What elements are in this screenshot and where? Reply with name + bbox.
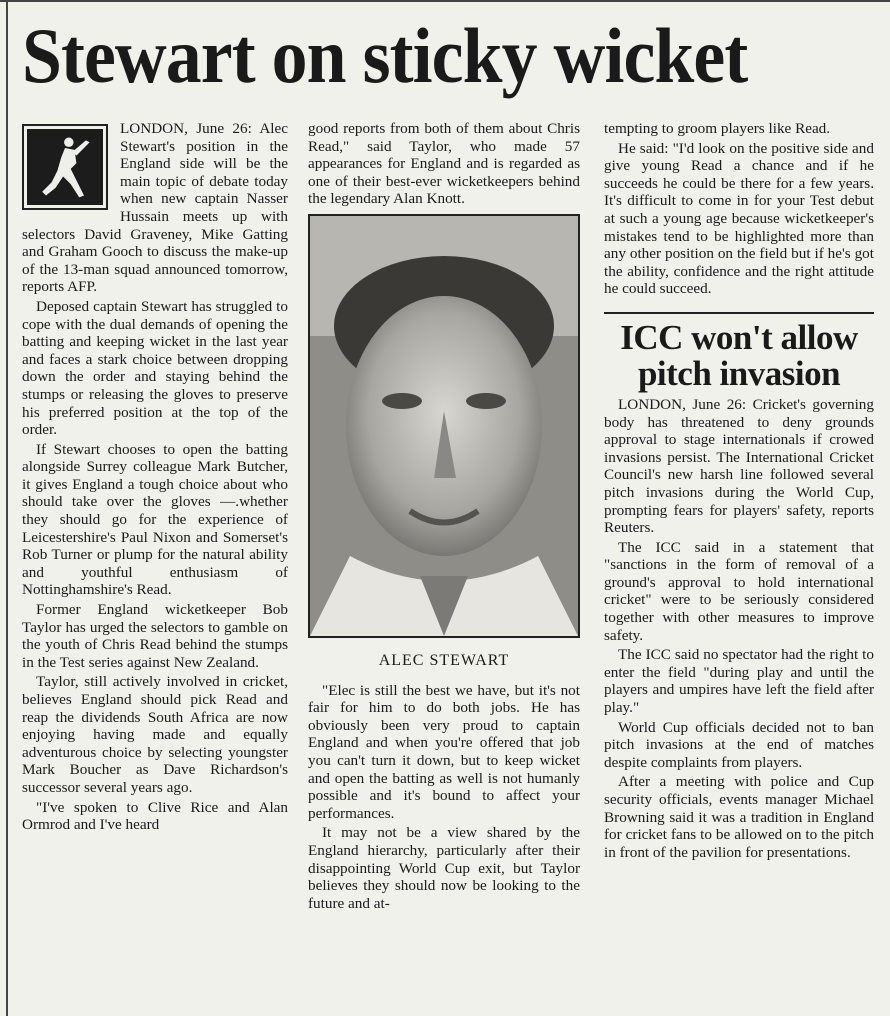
- paragraph: LONDON, June 26: Alec Stewart's position in the England side will be the main topic of debate today when new captain Nasser Hussain meets up with selectors David Graveney, Mike Gatting and Graham Gooch to discuss the make-up of the 13-man squad announced tomorrow, reports AFP.: [22, 120, 288, 296]
- paragraph: Deposed captain Stewart has struggled to cope with the dual demands of opening the batting and keeping wicket in the last year and faces a stark choice between dropping down the order and staying behind the stumps or releasing the gloves to preserve his preferred position at the top of the order.: [22, 297, 288, 439]
- paragraph: World Cup officials decided not to ban pitch invasions at the end of matches despite complaints from players.: [604, 718, 874, 771]
- paragraph: He said: "I'd look on the positive side and give young Read a chance and if he succeeds he could be there for a few years. It's difficult to come in for your Test debut at such a young age because wicketkeeper's mistakes tend to be highlighted more than any other position on the field but if he's got the ability, confidence and the right attitude he could succeed.: [604, 139, 874, 298]
- paragraph: The ICC said in a statement that "sanctions in the form of removal of a ground's approval to hold international cricket" were to be seriously considered together with other measures to improve safety.: [604, 538, 874, 644]
- paragraph: "Elec is still the best we have, but it's not fair for him to do both jobs. He has obviously been very proud to captain England and when you're offered that job you can't turn it down, but to keep wicket and open the batting as well is not humanly possible and it's bound to affect your performances.: [308, 681, 580, 822]
- sub-headline: ICC won't allow pitch invasion: [604, 312, 874, 392]
- page-top-rule: [0, 0, 890, 2]
- photo-caption: ALEC STEWART: [378, 651, 510, 669]
- column-3: [604, 120, 874, 1010]
- paragraph: It may not be a view shared by the England hierarchy, particularly after their disappointing World Cup exit, but Taylor believes they should now be looking to the future and at-: [308, 824, 580, 912]
- paragraph: The ICC said no spectator had the right to enter the field "during play and until the players and umpires have left the field after play.": [604, 646, 874, 717]
- portrait-photo: [308, 214, 580, 638]
- photo-block: [308, 214, 580, 642]
- paragraph: LONDON, June 26: Cricket's governing body has threatened to deny grounds approval to stage internationals if crowed invasions persist. The International Cricket Council's new harsh line followed several pitch invasions during the World Cup, prompting fears for players' safety, reports Reuters.: [604, 395, 874, 537]
- section-logo: [22, 124, 108, 210]
- cricket-batsman-icon: [27, 129, 103, 205]
- paragraph: Former England wicketkeeper Bob Taylor has urged the selectors to gamble on the youth of Chris Read behind the stumps in the Test series against New Zealand.: [22, 601, 288, 671]
- paragraph: Taylor, still actively involved in cricket, believes England should pick Read and reap the dividends South Africa are now enjoying having made and equally adventurous choice by selecting youngster Mark Boucher as Dave Richardson's successor several years ago.: [22, 673, 288, 796]
- paragraph: If Stewart chooses to open the batting alongside Surrey colleague Mark Butcher, it gives England a tough choice about who should take over the gloves —.whether they should go for the experience of Leicestershire's Paul Nixon and Somerset's Rob Turner or plump for the natural ability and youthful enthusiasm of Nottinghamshire's Read.: [22, 440, 288, 599]
- paragraph: good reports from both of them about Chris Read," said Taylor, who made 57 appearances for England and is regarded as one of their best-ever wicketkeepers behind the legendary Alan Knott.: [308, 120, 580, 208]
- paragraph: After a meeting with police and Cup security officials, events manager Michael Browning said it was a tradition in England for cricket fans to be allowed on to the pitch in front of the pavilion for presentations.: [604, 773, 874, 861]
- paragraph: tempting to groom players like Read.: [604, 120, 831, 137]
- column-2: [308, 120, 580, 1010]
- page-left-rule: [6, 0, 8, 1016]
- article-headline: Stewart on sticky wicket: [22, 12, 748, 99]
- paragraph: "I've spoken to Clive Rice and Alan Ormrod and I've heard: [22, 798, 288, 834]
- column-1: [22, 120, 288, 1010]
